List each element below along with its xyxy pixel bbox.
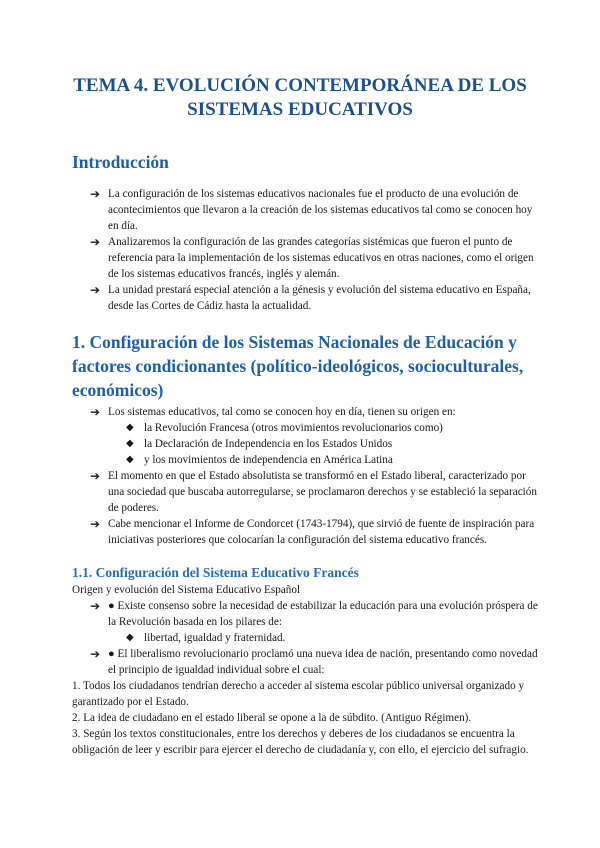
intro-heading: Introducción (72, 152, 169, 172)
numbered-point: 3. Según los textos constitucionales, entre los derechos y deberes de los ciudadanos se encuentra la obligación de leer y escribir para ejercer el derecho de ciudadanía y, con ello, el ejercicio del sufragio. (72, 728, 529, 756)
arrow-bullet-icon: ➔ (90, 187, 101, 201)
arrow-bullet-icon: ➔ (90, 405, 101, 419)
section-1-1-heading: 1.1. Configuración del Sistema Educativo Francés (72, 565, 359, 580)
diamond-bullet-icon: ◆ (126, 454, 134, 465)
arrow-bullet-icon: ➔ (90, 283, 101, 297)
list-item-text: La configuración de los sistemas educativos nacionales fue el producto de una evolución de acontecimientos que llevaron a la creación de los sistemas educativos tal como se conocen hoy en día. (108, 188, 533, 232)
sub-list-item (126, 420, 526, 436)
list-item-text: El momento en que el Estado absolutista se transformó en el Estado liberal, caracterizado por una sociedad que buscaba autorregularse, se proclamaron derechos y se estableció la separación de poderes. (108, 470, 537, 514)
list-item (90, 516, 540, 548)
sub-list-item (126, 630, 526, 646)
list-item-text: Cabe mencionar el Informe de Condorcet (1743-1794), que sirvió de fuente de inspiración para iniciativas posteriores que colocarían la configuración del sistema educativo francés. (108, 518, 535, 546)
document-title: TEMA 4. EVOLUCIÓN CONTEMPORÁNEA DE LOS SISTEMAS EDUCATIVOS (73, 75, 527, 120)
arrow-bullet-icon: ➔ (90, 469, 101, 483)
diamond-bullet-icon: ◆ (126, 438, 134, 449)
arrow-bullet-icon: ➔ (90, 599, 101, 613)
section-subtitle: Origen y evolución del Sistema Educativo Español (72, 584, 301, 596)
sub-list-item-text: la Revolución Francesa (otros movimientos revolucionarios como) (144, 422, 443, 434)
arrow-bullet-icon: ➔ (90, 517, 101, 531)
list-item (90, 234, 540, 282)
section-1-heading: 1. Configuración de los Sistemas Nacionales de Educación y factores condicionantes (político-ideológicos, socioculturales, económicos) (72, 332, 524, 400)
list-item (90, 404, 540, 420)
sub-list-item-text: la Declaración de Independencia en los Estados Unidos (144, 438, 393, 450)
sub-list-item (126, 452, 526, 468)
list-item (90, 186, 540, 234)
list-item (90, 598, 540, 630)
arrow-bullet-icon: ➔ (90, 235, 101, 249)
sub-list-item (126, 436, 526, 452)
list-item-text: Analizaremos la configuración de las grandes categorías sistémicas que fueron el punto de referencia para la implementación de los sistemas educativos en otras naciones, como el origen de los sistemas educativos francés, inglés y alemán. (108, 236, 534, 280)
sub-list-item-text: libertad, igualdad y fraternidad. (144, 632, 286, 644)
diamond-bullet-icon: ◆ (126, 632, 134, 643)
list-item (90, 468, 540, 516)
list-item-text: Los sistemas educativos, tal como se conocen hoy en día, tienen su origen en: (108, 406, 456, 418)
diamond-bullet-icon: ◆ (126, 422, 134, 433)
numbered-point: 2. La idea de ciudadano en el estado liberal se opone a la de súbdito. (Antiguo Régimen). (72, 712, 472, 724)
arrow-bullet-icon: ➔ (90, 647, 101, 661)
numbered-point: 1. Todos los ciudadanos tendrían derecho a acceder al sistema escolar público universal organizado y garantizado por el Estado. (72, 680, 525, 708)
list-item-text: ● Existe consenso sobre la necesidad de estabilizar la educación para una evolución próspera de la Revolución basada en los pilares de: (108, 600, 538, 628)
list-item-text: La unidad prestará especial atención a la génesis y evolución del sistema educativo en España, desde las Cortes de Cádiz hasta la actualidad. (108, 284, 531, 312)
list-item (90, 646, 540, 678)
list-item (90, 282, 540, 314)
sub-list-item-text: y los movimientos de independencia en América Latina (144, 454, 393, 466)
list-item-text: ● El liberalismo revolucionario proclamó una nueva idea de nación, presentando como novedad el principio de igualdad individual sobre el cual: (108, 648, 538, 676)
